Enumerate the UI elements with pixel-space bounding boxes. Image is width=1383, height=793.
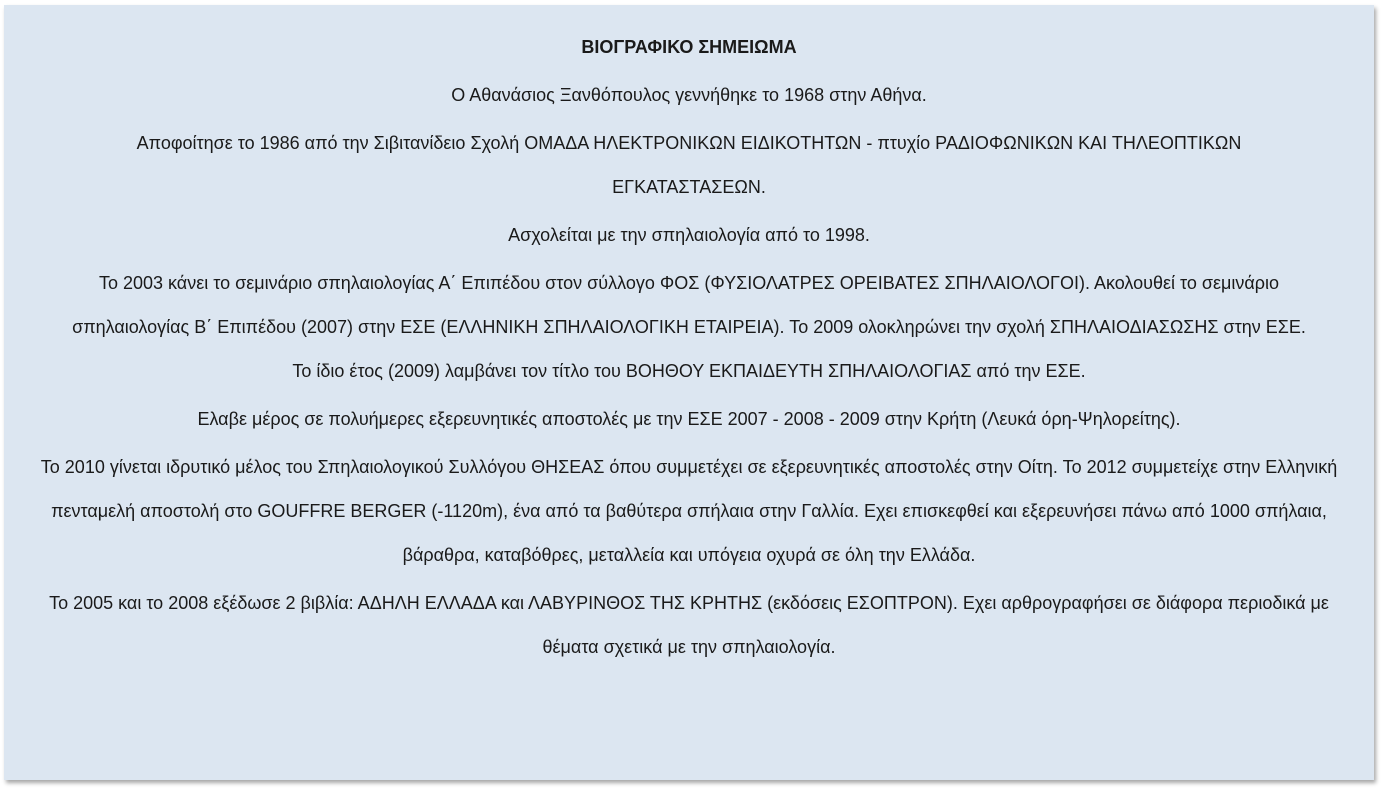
document-title: ΒΙΟΓΡΑΦΙΚΟ ΣΗΜΕΙΩΜΑ <box>581 37 797 57</box>
paragraph-education: Αποφοίτησε το 1986 από την Σιβιτανίδειο Σχολή ΟΜΑΔΑ ΗΛΕΚΤΡΟΝΙΚΩΝ ΕΙΔΙΚΟΤΗΤΩΝ - πτυχίο ΡΑΔΙΟΦΩΝΙΚΩΝ ΚΑΙ ΤΗΛΕΟΠΤΙΚΩΝ ΕΓΚΑΤΑΣΤΑΣΕΩΝ. <box>136 133 1242 197</box>
biography-card <box>4 5 1374 780</box>
paragraph-seminars: Το 2003 κάνει το σεμινάριο σπηλαιολογίας Α΄ Επιπέδου στον σύλλογο ΦΟΣ (ΦΥΣΙΟΛΑΤΡΕΣ ΟΡΕΙΒΑΤΕΣ ΣΠΗΛΑΙΟΛΟΓΟΙ). Ακολουθεί το σεμινάριο σπηλαιολογίας Β΄ Επιπέδου (2007) στην ΕΣΕ (ΕΛΛΗΝΙΚΗ ΣΠΗΛΑΙΟΛΟΓΙΚΗ ΕΤΑΙΡΕΙΑ). Το 2009 ολοκληρώνει την σχολή ΣΠΗΛΑΙΟΔΙΑΣΩΣΗΣ στην ΕΣΕ. Το ίδιο έτος (2009) λαμβάνει τον τίτλο του ΒΟΗΘΟΥ ΕΚΠΑΙΔΕΥΤΗ ΣΠΗΛΑΙΟΛΟΓΙΑΣ από την ΕΣΕ. <box>72 273 1306 381</box>
paragraph-books: Το 2005 και το 2008 εξέδωσε 2 βιβλία: ΑΔΗΛΗ ΕΛΛΑΔΑ και ΛΑΒΥΡΙΝΘΟΣ ΤΗΣ ΚΡΗΤΗΣ (εκδόσεις ΕΣΟΠΤΡΟΝ). Εχει αρθρογραφήσει σε διάφορα περιοδικά με θέματα σχετικά με την σπηλαιολογία. <box>49 593 1329 657</box>
paragraph-expeditions: Ελαβε μέρος σε πολυήμερες εξερευνητικές αποστολές με την ΕΣΕ 2007 - 2008 - 2009 στην Κρήτη (Λευκά όρη-Ψηλορείτης). <box>197 409 1181 429</box>
paragraph-caving-start: Ασχολείται με την σπηλαιολογία από το 1998. <box>508 225 870 245</box>
paragraph-theseas: Το 2010 γίνεται ιδρυτικό μέλος του Σπηλαιολογικού Συλλόγου ΘΗΣΕΑΣ όπου συμμετέχει σε εξερευνητικές αποστολές στην Οίτη. Το 2012 συμμετείχε στην Ελληνική πενταμελή αποστολή στο GOUFFRE BERGER (-1120m), ένα από τα βαθύτερα σπήλαια στην Γαλλία. Εχει επισκεφθεί και εξερευνήσει πάνω από 1000 σπήλαια, βάραθρα, καταβόθρες, μεταλλεία και υπόγεια οχυρά σε όλη την Ελλάδα. <box>40 457 1338 565</box>
paragraph-birth: Ο Αθανάσιος Ξανθόπουλος γεννήθηκε το 1968 στην Αθήνα. <box>451 85 927 105</box>
